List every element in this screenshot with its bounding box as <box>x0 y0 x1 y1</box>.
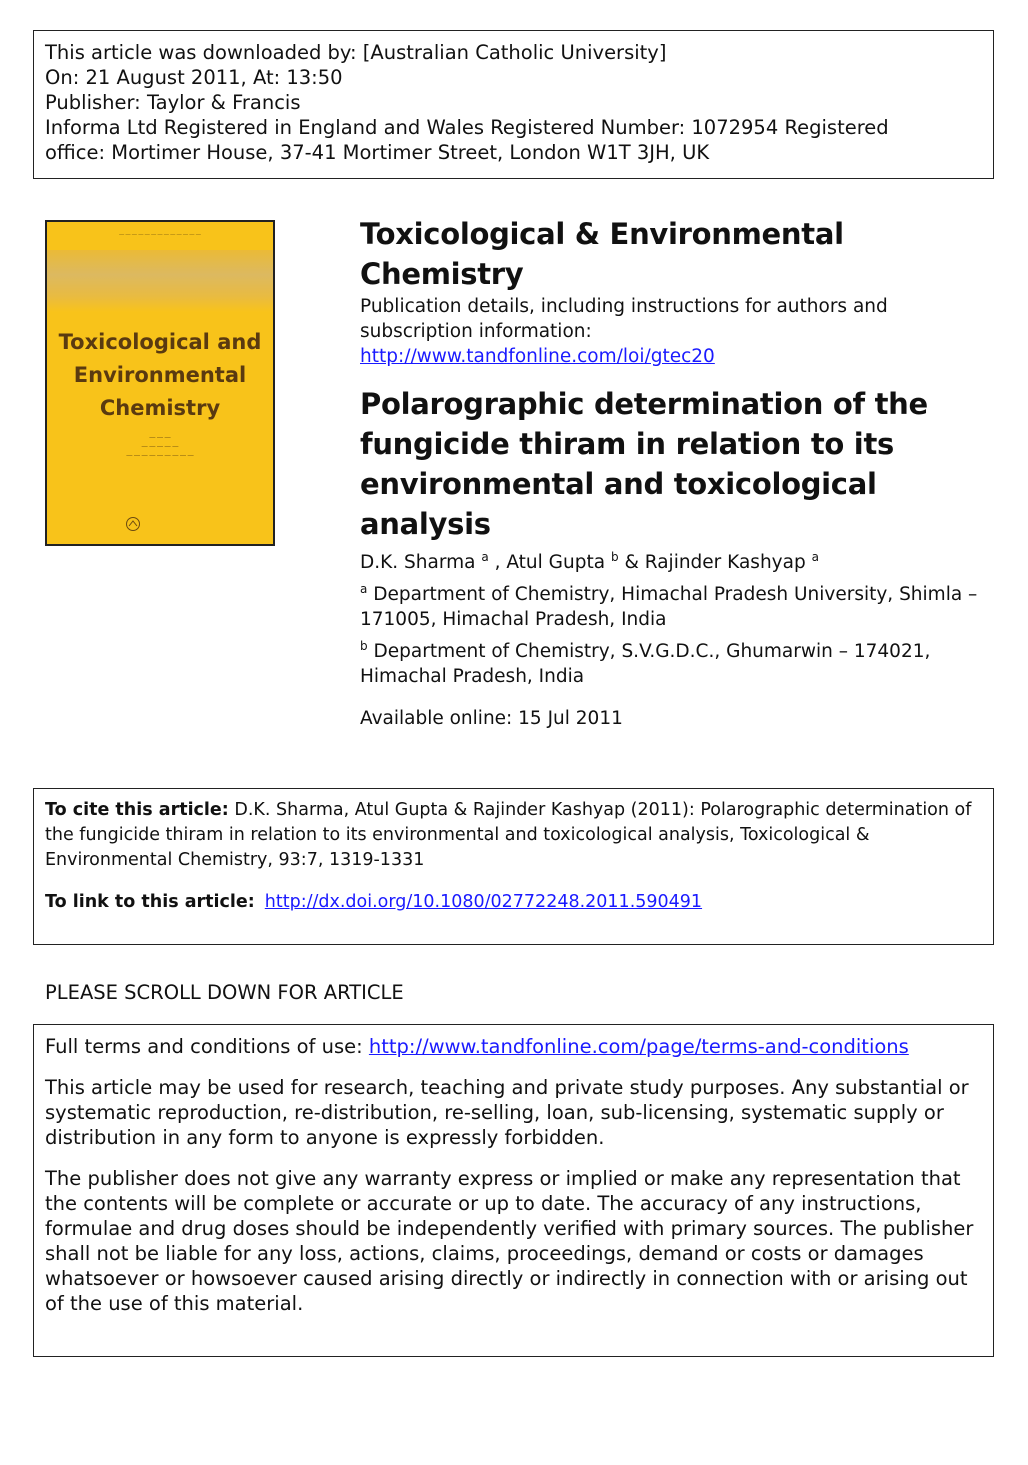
author-name: D.K. Sharma <box>360 552 482 573</box>
link-label: To link to this article: <box>45 892 255 912</box>
journal-title-line: Chemistry <box>360 257 524 291</box>
terms-label: Full terms and conditions of use: <box>45 1035 369 1058</box>
taylor-francis-logo-icon <box>125 516 141 532</box>
article-link-row <box>45 890 982 915</box>
scroll-down-notice: PLEASE SCROLL DOWN FOR ARTICLE <box>45 981 404 1004</box>
cover-title <box>47 326 273 425</box>
affiliation-text: Department of Chemistry, Himachal Pradesh University, Shimla – 171005, Himachal Pradesh, India <box>360 584 978 630</box>
author-affiliation-marker: b <box>610 550 619 564</box>
cover-title-line: Toxicological and <box>58 330 262 354</box>
cover-editor-block: — — — — — — — — — — — — — — — — — <box>126 435 194 459</box>
usage-paragraph: This article may be used for research, teaching and private study purposes. Any substantial or systematic reproduction, re-distribution, re-selling, loan, sub-licensing, systematic supply or distribution in any form to anyone is expressly forbidden. <box>45 1076 969 1149</box>
journal-url-link[interactable]: http://www.tandfonline.com/loi/gtec20 <box>360 346 715 367</box>
author-name: , Atul Gupta <box>488 552 611 573</box>
publication-details <box>360 294 1000 369</box>
download-date-line: On: 21 August 2011, At: 13:50 <box>45 66 343 89</box>
download-info-box <box>33 30 994 179</box>
doi-link[interactable]: http://dx.doi.org/10.1080/02772248.2011.590491 <box>264 892 703 912</box>
affiliation-marker: a <box>360 582 368 596</box>
article-title: Polarographic determination of the fungicide thiram in relation to its environmental and toxicological analysis <box>360 387 928 541</box>
citation-block <box>45 798 982 873</box>
available-online-date: Available online: 15 Jul 2011 <box>360 708 623 729</box>
publisher-line: Publisher: Taylor & Francis <box>45 91 301 114</box>
cover-title-line: Environmental <box>73 363 247 387</box>
office-address-line: office: Mortimer House, 37-41 Mortimer Street, London W1T 3JH, UK <box>45 141 710 164</box>
affiliation-marker: b <box>360 639 368 653</box>
cite-text: D.K. Sharma, Atul Gupta & Rajinder Kashyap (2011): Polarographic determination of the fungicide thiram in relation to its environmental and toxicological analysis, Toxicological & Environmental Chemistry, 93:7, 1319-1331 <box>45 800 972 870</box>
affiliation-text: Department of Chemistry, S.V.G.D.C., Ghumarwin – 174021, Himachal Pradesh, India <box>360 641 931 687</box>
journal-cover-image <box>45 220 275 546</box>
disclaimer-paragraph: The publisher does not give any warranty express or implied or make any representation that the contents will be complete or accurate or up to date. The accuracy of any instructions, formulae and drug doses should be independently verified with primary sources. The publisher shall not be liable for any loss, actions, claims, proceedings, demand or costs or damages whatsoever or howsoever caused arising directly or indirectly in connection with or arising out of the use of this material. <box>45 1167 974 1315</box>
journal-title-line: Toxicological & Environmental <box>360 217 844 251</box>
publication-details-text: Publication details, including instructions for authors and subscription information: <box>360 296 888 342</box>
affiliation-a <box>360 582 1020 632</box>
journal-title <box>360 214 1000 294</box>
author-affiliation-marker: a <box>811 550 819 564</box>
download-info-line: This article was downloaded by: [Australian Catholic University] <box>45 41 667 64</box>
terms-box <box>33 1024 994 1357</box>
cite-label: To cite this article: <box>45 800 229 820</box>
affiliation-b <box>360 639 1020 689</box>
author-affiliation-marker: a <box>481 550 489 564</box>
author-list <box>360 550 1020 575</box>
cover-issue-line: — — — — — — — — — — — — — <box>119 232 201 238</box>
author-name: & Rajinder Kashyap <box>618 552 812 573</box>
cover-band <box>47 250 273 312</box>
terms-link[interactable]: http://www.tandfonline.com/page/terms-and-conditions <box>368 1035 909 1058</box>
terms-link-paragraph <box>45 1034 982 1059</box>
cover-title-line: Chemistry <box>99 396 221 420</box>
citation-box <box>33 788 994 945</box>
registration-line: Informa Ltd Registered in England and Wales Registered Number: 1072954 Registered <box>45 116 889 139</box>
